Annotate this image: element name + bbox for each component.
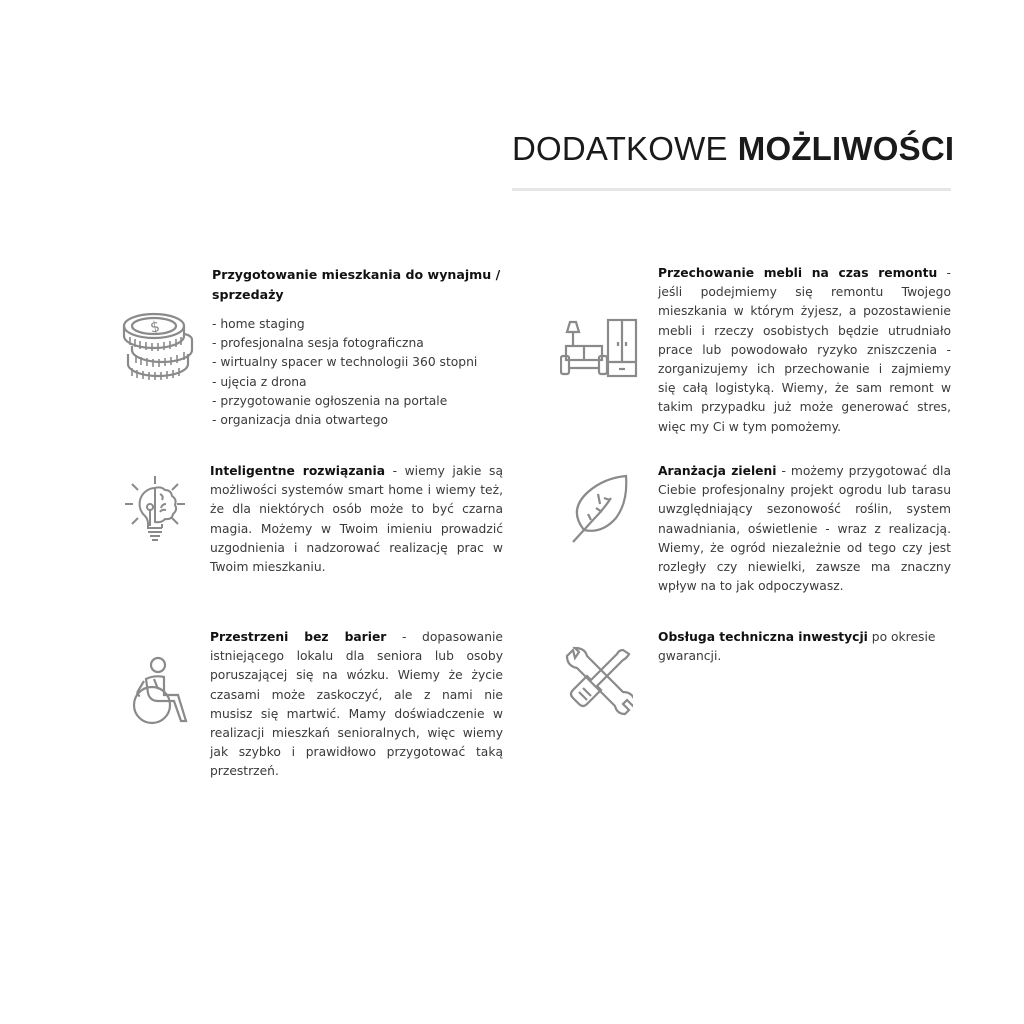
list-item: - przygotowanie ogłoszenia na portale — [212, 393, 448, 408]
section-text: - jeśli podejmiemy się remontu Twojego mieszkania w którym żyjesz, a pozostawienie mebli i rzeczy osobistych będzie utrudniało prace lub powodowało ryzyko zniszczenia - zorganizujemy ich przechowanie i zajmiemy się całą logistyką. Wiemy, że sam remont w takim przypadku już może generować stres, więc my Ci w tym pomożemy. — [658, 266, 951, 434]
section-technical-service — [658, 628, 951, 666]
section-furniture-storage — [658, 264, 951, 437]
section-barrier-free — [210, 628, 503, 782]
section-apartment-preparation — [212, 265, 512, 430]
list-item: - home staging — [212, 317, 305, 331]
section-heading: Przygotowanie mieszkania do wynajmu / sprzedaży — [212, 267, 501, 302]
list-item: - ujęcia z drona — [212, 374, 307, 389]
section-smart-solutions — [210, 462, 503, 577]
list-item: - organizacja dnia otwartego — [212, 413, 389, 428]
page-title-light: DODATKOWE — [512, 130, 728, 167]
section-greenery — [658, 462, 951, 596]
coins-icon — [122, 310, 196, 386]
section-text: - dopasowanie istniejącego lokalu dla seniora lub osoby poruszającej się na wózku. Wiemy że życie czasami może zaskoczyć, ale z nami nie musisz się martwić. Mamy doświadczenie w realizacji mieszkań senioralnych, więc wiemy jak szybko i prawidłowo przygotować taką przestrzeń. — [210, 630, 503, 779]
lightbulb-brain-icon — [124, 474, 186, 546]
page-title-bold: MOŻLIWOŚCI — [737, 130, 955, 167]
wheelchair-icon — [130, 655, 190, 727]
page-title — [512, 130, 955, 168]
section-text: - wiemy jakie są możliwości systemów smart home i wiemy też, że dla niektórych osób może to być czarna magia. Możemy w Twoim imieniu prowadzić uzgodnienia i nadzorować realizację prac w Twoim mieszkaniu. — [210, 464, 503, 575]
list-item: - profesjonalna sesja fotograficzna — [212, 336, 424, 351]
section-heading: Przechowanie mebli na czas remontu — [658, 266, 938, 280]
svg-text:$: $ — [148, 317, 162, 337]
list-item: - wirtualny spacer w technologii 360 stopni — [212, 355, 478, 370]
title-divider — [512, 188, 951, 191]
leaf-icon — [570, 474, 630, 544]
service-list — [212, 315, 512, 430]
section-text: po okresie gwarancji. — [658, 630, 936, 664]
furniture-icon — [560, 318, 638, 378]
section-heading: Aranżacja zieleni — [658, 464, 777, 478]
section-heading: Inteligentne rozwiązania — [210, 464, 386, 478]
section-heading: Przestrzeni bez barier — [210, 630, 387, 644]
section-heading: Obsługa techniczna inwestycji — [658, 630, 868, 644]
tools-icon — [563, 646, 633, 716]
section-text: - możemy przygotować dla Ciebie profesjonalny projekt ogrodu lub tarasu uwzględniający sezonowość roślin, system nawadniania, oświetlenie - wraz z realizacją. Wiemy, że ogród niezależnie od tego czy jest rozległy czy niewielki, zawsze ma znaczny wpływ na to jak odpoczywasz. — [658, 464, 951, 594]
